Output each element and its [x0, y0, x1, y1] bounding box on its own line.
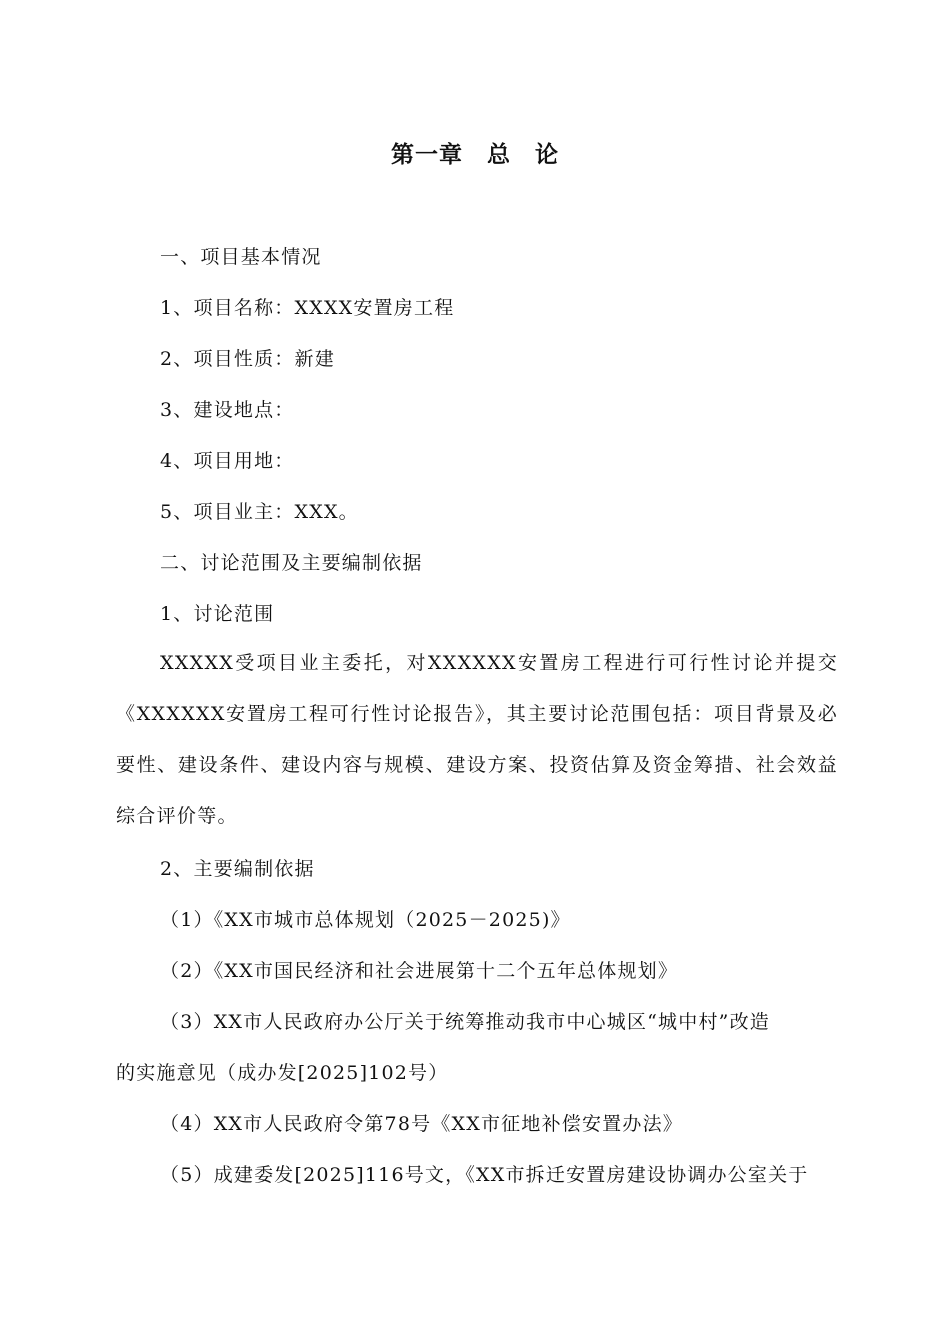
basis-item-3-continued: 的实施意见（成办发[2025]102号） [116, 1062, 449, 1084]
chapter-title: 第一章 总 论 [391, 141, 559, 168]
item-construction-site: 3、建设地点： [160, 399, 295, 421]
basis-item-5: （5）成建委发[2025]116号文，《XX市拆迁安置房建设协调办公室关于 [160, 1164, 809, 1186]
basis-item-3: （3）XX市人民政府办公厅关于统筹推动我市中心城区“城中村”改造 [160, 1011, 770, 1033]
section-heading-basic-info: 一、项目基本情况 [160, 246, 322, 268]
section-heading-scope-basis: 二、讨论范围及主要编制依据 [160, 552, 423, 574]
item-project-owner: 5、项目业主：XXX。 [160, 501, 359, 523]
item-project-nature: 2、项目性质：新建 [160, 348, 335, 370]
basis-item-2: （2）《XX市国民经济和社会进展第十二个五年总体规划》 [160, 960, 679, 982]
item-project-land: 4、项目用地： [160, 450, 295, 472]
basis-item-1: （1）《XX市城市总体规划（2025－2025)》 [160, 909, 571, 931]
basis-item-4: （4）XX市人民政府令第78号《XX市征地补偿安置办法》 [160, 1113, 683, 1135]
item-project-name: 1、项目名称：XXXX安置房工程 [160, 297, 455, 319]
scope-paragraph: XXXXX受项目业主委托，对XXXXXX安置房工程进行可行性讨论并提交《XXXXXX安置房工程可行性讨论报告》，其主要讨论范围包括：项目背景及必要性、建设条件、建设内容与规模、建设方案、投资估算及资金筹措、社会效益综合评价等。 [116, 652, 838, 827]
subheading-compilation-basis: 2、主要编制依据 [160, 858, 315, 880]
subheading-scope: 1、讨论范围 [160, 603, 275, 625]
